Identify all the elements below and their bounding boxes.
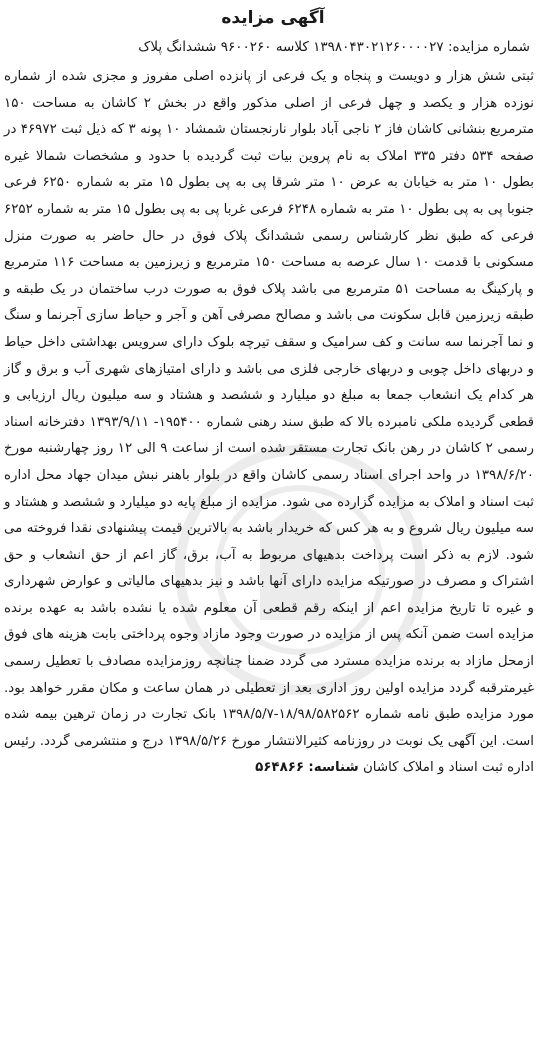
notice-title: آگهی مزایده — [221, 8, 325, 28]
notice-id-value: ۵۶۴۸۶۶ — [255, 760, 305, 776]
notice-body — [4, 64, 542, 782]
auction-number-line: شماره مزایده: ۱۳۹۸۰۴۳۰۲۱۲۶۰۰۰۰۲۷ کلاسه ۹۶۰۰۲۶۰ ششدانگ پلاک — [138, 39, 530, 55]
notice-body-text: ثبتی شش هزار و دویست و پنجاه و یک فرعی از پانزده اصلی مفروز و مجزی شده از شماره نوزده هزار و یکصد و چهل فرعی از اصلی مذکور واقع در بخش ۲ کاشان به مساحت ۱۵۰ مترمربع بنشانی کاشان فاز ۲ ناجی آباد بلوار نارنجستان شمشاد ۱۰ پونه ۳ که ذیل ثبت ۴۶۹۷۲ در صفحه ۵۳۴ دفتر ۳۳۵ املاک به نام پروین بیات ثبت گردیده با حدود و مشخصات شمالا غیره بطول ۱۰ متر به خیابان به عرض ۱۰ متر شرقا پی به پی بطول ۱۵ متر به شماره ۶۲۵۰ فرعی جنوبا پی به پی بطول ۱۰ متر به شماره ۶۲۴۸ فرعی غربا پی به پی بطول ۱۵ متر به شماره ۶۲۵۲ فرعی که طبق نظر کارشناس رسمی ششدانگ پلاک فوق در حال حاضر به صورت منزل مسکونی با قدمت ۱۰ سال عرصه به مساحت ۱۵۰ مترمربع و زیرزمین به مساحت ۱۱۶ مترمربع و پارکینگ به مساحت ۵۱ مترمربع می باشد پلاک فوق به صورت درب ساختمان در یک طبقه و طبقه زیرزمین قابل سکونت می باشد و مصالح مصرفی آهن و آجر و حیاط سازی آجرنما و سنگ و نما آجرنما سه سانت و کف سرامیک و سقف تیرچه بلوک دارای سرویس بهداشتی داخل حیاط و دربهای داخل چوبی و دربهای خارجی فلزی می باشد و دارای امتیازهای شهری آب و برق و گاز هر کدام یک انشعاب جمعا به مبلغ دو میلیارد و ششصد و هشتاد و سه میلیون ریال ارزیابی و قطعی گردیده ملکی نامبرده بالا که طبق سند رهنی شماره ۱۹۵۴۰۰- ۱۳۹۳/۹/۱۱ دفترخانه اسناد رسمی ۲ کاشان در رهن بانک تجارت مستقر شده است از ساعت ۹ الی ۱۲ روز چهارشنبه مورخ ۱۳۹۸/۶/۲۰ در واحد اجرای اسناد رسمی کاشان واقع در بلوار باهنر نبش میدان جهاد محل اداره ثبت اسناد و املاک به مزایده گزارده می شود. مزایده از مبلغ پایه دو میلیارد و ششصد و هشتاد و سه میلیون ریال شروع و به هر کس که خریدار باشد به بالاترین قیمت پیشنهادی نقدا فروخته می شود. لازم به ذکر است پرداخت بدهیهای مربوط به آب، برق، گاز اعم از حق انشعاب و حق اشتراک و مصرف در صورتیکه مزایده دارای آنها باشد و نیز بدهیهای مالیاتی و عوارض شهرداری و غیره تا تاریخ مزایده اعم از اینکه رقم قطعی آن معلوم شده یا نشده باشد به عهده برنده مزایده است ضمن آنکه پس از مزایده در صورت وجود مازاد وجوه پرداختی بابت هزینه های فوق ازمحل مازاد به برنده مزایده مسترد می گردد ضمنا چنانچه روزمزایده مصادف با تعطیل رسمی غیرمترقبه گردد مزایده اولین روز اداری بعد از تعطیلی در همان ساعت و مکان مقرر خواهد بود. مورد مزایده طبق نامه شماره ۱۸/۹۸/۵۸۲۵۶۲-۱۳۹۸/۵/۷ بانک تجارت در زمان ترهین بیمه شده است. این آگهی یک نوبت در روزنامه کثیرالانتشار مورخ ۱۳۹۸/۵/۲۶ درج و منتشرمی گردد. رئیس اداره ثبت اسناد و املاک کاشان — [4, 69, 535, 776]
notice-id-label: شناسه: — [308, 760, 359, 776]
